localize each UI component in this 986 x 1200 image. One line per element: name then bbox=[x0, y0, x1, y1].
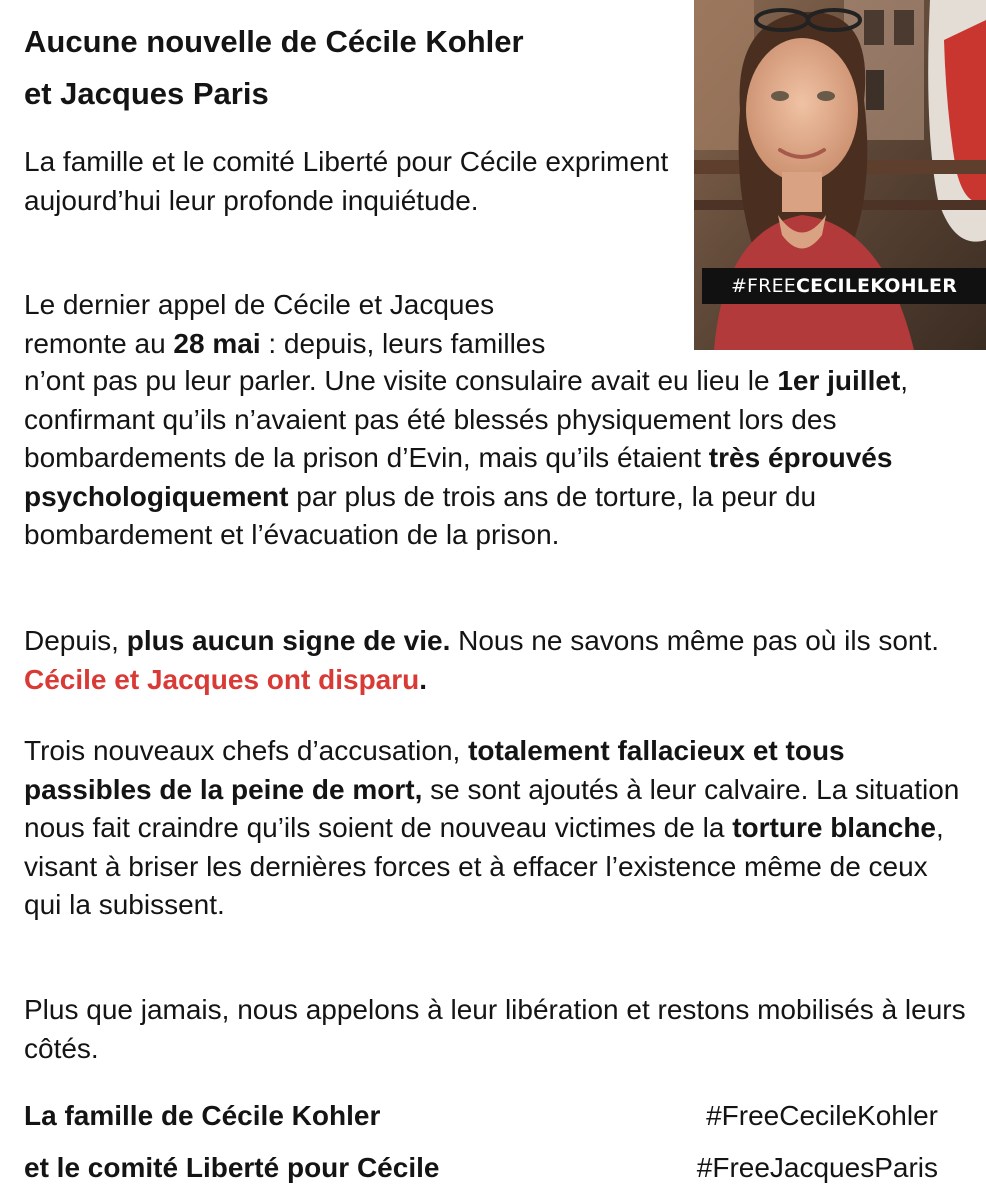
hashtag-free-cecile: #FreeCecileKohler bbox=[706, 1100, 938, 1131]
accusations-text-c: se sont ajoutés à leur calvaire. La situation nous fait craindre qu’ils soient de nouveau victimes de la bbox=[24, 773, 960, 844]
paragraph-dernier-appel-intro bbox=[24, 286, 684, 363]
visite-text-a: n’ont pas pu leur parler. Une visite consulaire avait eu lieu le bbox=[24, 365, 778, 396]
date-1er-juillet: 1er juillet bbox=[777, 365, 901, 396]
plus-aucun-signe: plus aucun signe de vie. bbox=[126, 625, 451, 656]
date-28-mai: 28 mai bbox=[173, 327, 261, 359]
disparus-text-c: Nous ne savons même pas où ils sont. bbox=[450, 625, 940, 656]
paragraph-accusations bbox=[24, 732, 969, 925]
dernier-appel-line2-a: remonte au bbox=[24, 327, 174, 359]
hashtag-banner-prefix: #FREE bbox=[730, 275, 796, 297]
signature-line-2: et le comité Liberté pour Cécile bbox=[24, 1152, 440, 1183]
disparus-period: . bbox=[419, 663, 428, 695]
title-line-1: Aucune nouvelle de Cécile Kohler bbox=[24, 24, 524, 59]
visite-text-c: , confirmant qu’ils n’avaient pas été blessés physiquement lors des bombardements de la prison d’Evin, mais qu’ils étaient bbox=[24, 365, 909, 474]
disparus-text-a: Depuis, bbox=[24, 625, 127, 656]
hashtag-banner-name: CECILEKOHLER bbox=[796, 275, 958, 297]
paragraph-visite-consulaire bbox=[24, 362, 969, 555]
dernier-appel-line1: Le dernier appel de Cécile et Jacques bbox=[24, 289, 495, 320]
visite-text-e: par plus de trois ans de torture, la peur du bombardement et l’évacuation de la prison. bbox=[24, 480, 817, 551]
page-title bbox=[24, 16, 664, 120]
accusations-text-a: Trois nouveaux chefs d’accusation, bbox=[24, 735, 469, 766]
title-line-2: et Jacques Paris bbox=[24, 76, 269, 111]
paragraph-appel-liberation: Plus que jamais, nous appelons à leur libération et restons mobilisés à leurs côtés. bbox=[24, 994, 966, 1064]
ont-disparu-highlight: Cécile et Jacques ont disparu bbox=[24, 663, 420, 695]
accusations-fallacieux: totalement fallacieux et tous passibles de la peine de mort, bbox=[24, 735, 845, 805]
paragraph-disparus bbox=[24, 622, 969, 699]
hashtag-banner bbox=[702, 268, 986, 304]
portrait-photo bbox=[694, 0, 986, 350]
signature-line-1: La famille de Cécile Kohler bbox=[24, 1100, 381, 1131]
torture-blanche: torture blanche bbox=[732, 812, 936, 844]
tres-eprouves: très éprouvés psychologiquement bbox=[24, 442, 893, 512]
hashtag-free-jacques: #FreeJacquesParis bbox=[696, 1152, 938, 1183]
accusations-text-e: , visant à briser les dernières forces et à effacer l’existence même de ceux qui la subissent. bbox=[24, 812, 944, 921]
dernier-appel-line2-c: : depuis, leurs familles bbox=[260, 327, 546, 359]
paragraph-inquietude: La famille et le comité Liberté pour Cécile expriment aujourd’hui leur profonde inquiétude. bbox=[24, 146, 669, 216]
